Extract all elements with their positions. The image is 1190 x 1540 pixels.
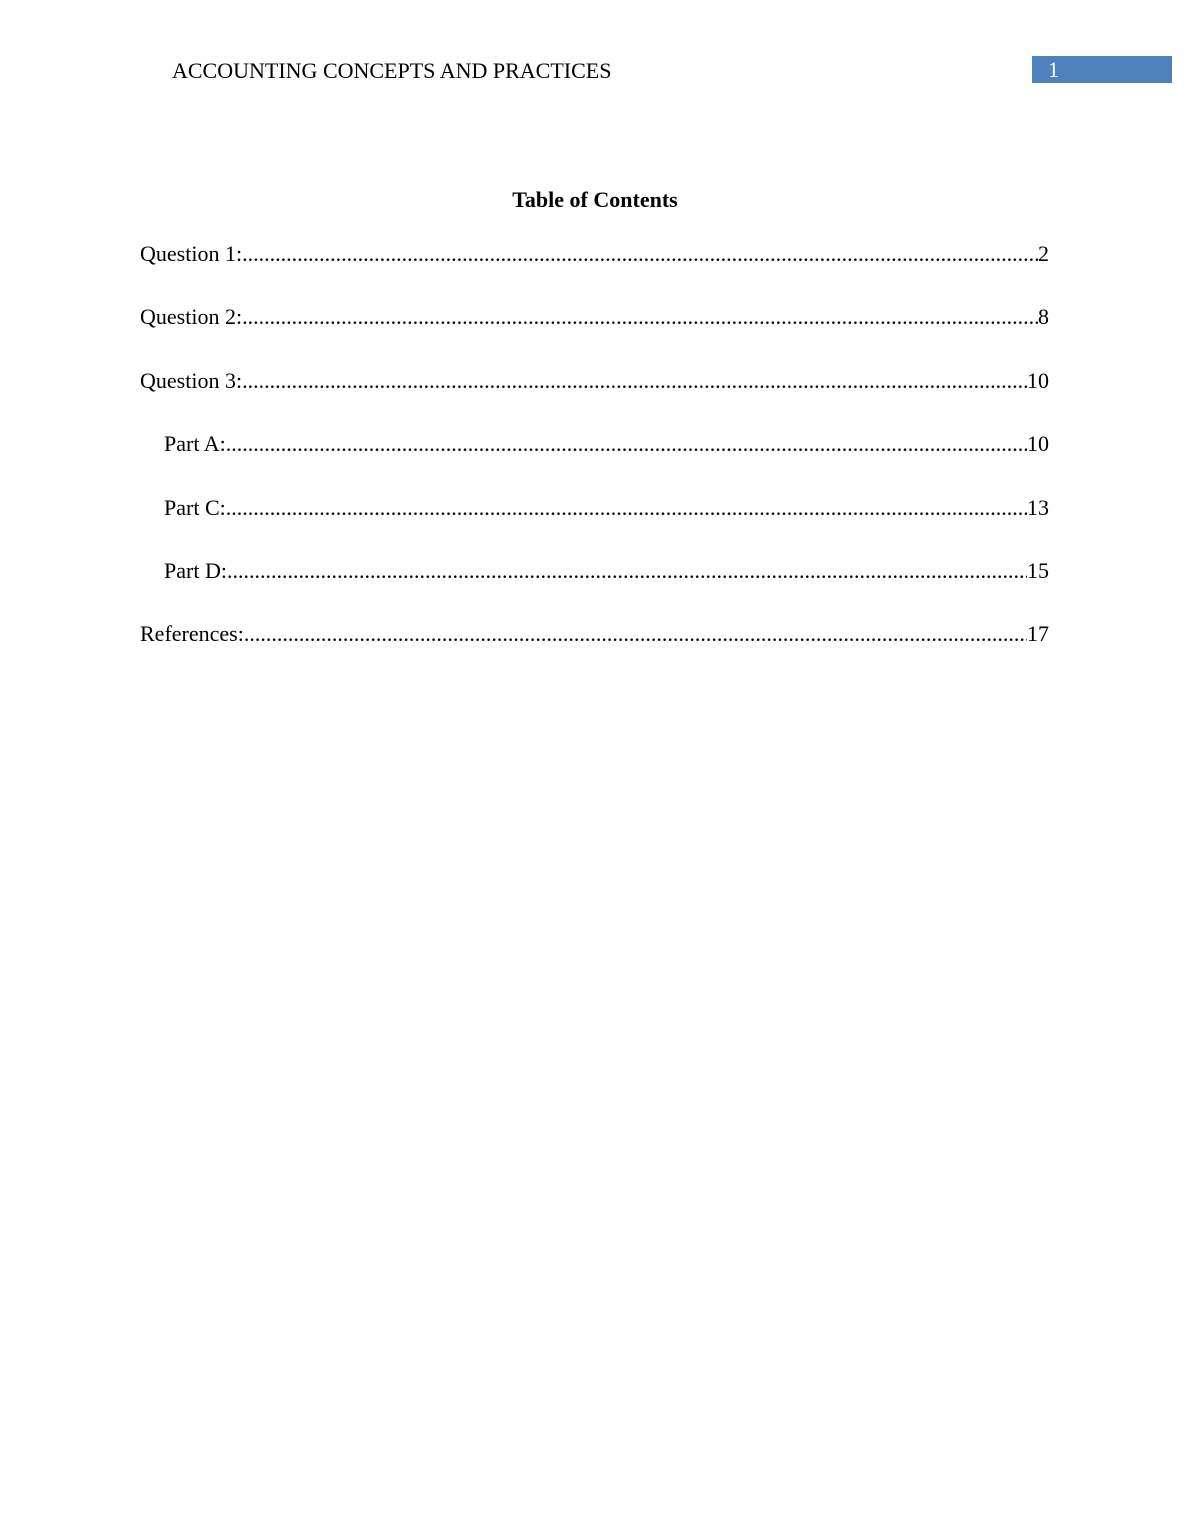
toc-dot-leader bbox=[244, 620, 1027, 648]
toc-dot-leader bbox=[242, 367, 1027, 395]
toc-entry-references[interactable] bbox=[140, 620, 1049, 683]
toc-entry-page-number: 10 bbox=[1027, 431, 1049, 457]
toc-entry-label: Part C: bbox=[164, 494, 226, 520]
toc-entry-label: Question 3: bbox=[140, 367, 243, 393]
toc-entry-page-number: 13 bbox=[1027, 494, 1049, 520]
toc-entry-question-1[interactable] bbox=[140, 240, 1049, 303]
toc-entry-part-d[interactable] bbox=[140, 557, 1049, 620]
toc-entry-page-number: 2 bbox=[1038, 241, 1049, 266]
table-of-contents bbox=[140, 240, 1049, 684]
toc-entry-question-2[interactable] bbox=[140, 303, 1049, 366]
toc-entry-page-number: 17 bbox=[1027, 621, 1049, 647]
toc-entry-question-3[interactable] bbox=[140, 367, 1049, 430]
toc-dot-leader bbox=[227, 557, 1027, 585]
page-number-badge: 1 bbox=[1032, 56, 1172, 83]
toc-entry-page-number: 10 bbox=[1027, 367, 1049, 393]
toc-dot-leader bbox=[226, 430, 1027, 458]
toc-entry-page-number: 15 bbox=[1027, 557, 1049, 583]
toc-entry-label: References: bbox=[140, 621, 244, 647]
running-header-title: ACCOUNTING CONCEPTS AND PRACTICES bbox=[172, 58, 612, 83]
toc-dot-leader bbox=[242, 240, 1038, 268]
toc-entry-label: Question 1: bbox=[140, 241, 243, 266]
toc-entry-page-number: 8 bbox=[1038, 304, 1049, 330]
toc-dot-leader bbox=[242, 303, 1038, 331]
toc-entry-label: Part D: bbox=[164, 557, 227, 583]
toc-dot-leader bbox=[226, 494, 1027, 522]
toc-entry-label: Part A: bbox=[164, 431, 226, 457]
toc-entry-part-a[interactable] bbox=[140, 430, 1049, 493]
toc-entry-part-c[interactable] bbox=[140, 494, 1049, 557]
toc-entry-label: Question 2: bbox=[140, 304, 243, 330]
toc-heading: Table of Contents bbox=[512, 187, 678, 212]
